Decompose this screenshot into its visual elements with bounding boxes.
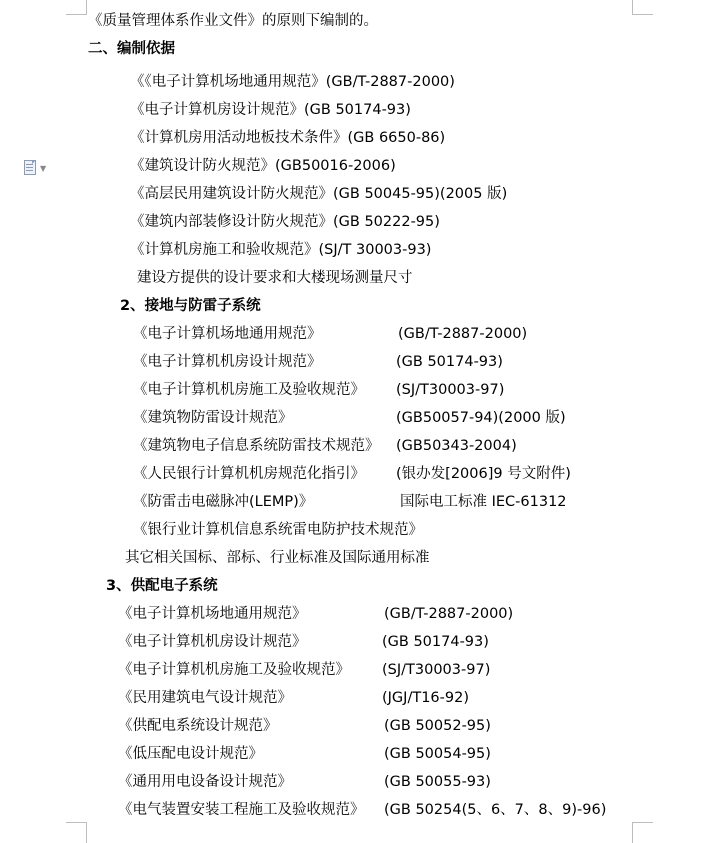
- standard-code: (GB/T-2887-2000): [384, 606, 514, 622]
- standard-code: (SJ/T30003-97): [382, 662, 491, 678]
- standard-code: (GB 50254(5、6、7、8、9)-96): [384, 802, 607, 818]
- standard-name: 《电子计算机机房施工及验收规范》: [118, 662, 350, 678]
- page-corner-mark: [632, 822, 653, 843]
- standard-code: (GB 50055-93): [384, 774, 491, 790]
- subsection-heading: 2、接地与防雷子系统: [120, 298, 261, 314]
- standard-name: 《建筑物防雷设计规范》: [133, 410, 293, 426]
- standard-code: (GB 50052-95): [384, 718, 491, 734]
- standard-code: (GB50343-2004): [396, 438, 517, 454]
- page-corner-mark: [632, 0, 653, 15]
- list-item: 《建筑内部装修设计防火规范》(GB 50222-95): [130, 214, 440, 230]
- standard-name: 《电子计算机场地通用规范》: [133, 326, 322, 342]
- subsection-heading: 3、供配电子系统: [106, 578, 218, 594]
- list-item: 《高层民用建筑设计防火规范》(GB 50045-95)(2005 版): [130, 186, 508, 202]
- standard-name: 《人民银行计算机机房规范化指引》: [133, 466, 365, 482]
- intro-line: 《质量管理体系作业文件》的原则下编制的。: [88, 13, 378, 29]
- standard-code: (银办发[2006]9 号文附件): [396, 466, 571, 482]
- standard-code: (GB/T-2887-2000): [398, 326, 528, 342]
- standard-name: 《电子计算机机房设计规范》: [133, 354, 322, 370]
- standard-name: 《供配电系统设计规范》: [118, 718, 278, 734]
- standard-name: 《电子计算机场地通用规范》: [118, 606, 307, 622]
- standard-code: (JGJ/T16-92): [382, 690, 469, 706]
- list-item: 《计算机房用活动地板技术条件》(GB 6650-86): [130, 130, 446, 146]
- chevron-down-icon[interactable]: ▼: [40, 164, 47, 173]
- list-item: 《计算机房施工和验收规范》(SJ/T 30003-93): [130, 242, 432, 258]
- standard-name: 《电气装置安装工程施工及验收规范》: [118, 802, 365, 818]
- standard-code: (GB 50174-93): [382, 634, 489, 650]
- standard-code: (GB 50054-95): [384, 746, 491, 762]
- list-item: 《《电子计算机场地通用规范》(GB/T-2887-2000): [130, 74, 455, 90]
- list-item: 建设方提供的设计要求和大楼现场测量尺寸: [137, 270, 413, 286]
- standard-name: 《民用建筑电气设计规范》: [118, 690, 292, 706]
- standard-name: 《通用用电设备设计规范》: [118, 774, 292, 790]
- standard-name: 《低压配电设计规范》: [118, 746, 263, 762]
- standard-name: 《电子计算机机房施工及验收规范》: [133, 382, 365, 398]
- list-item: 《建筑设计防火规范》(GB50016-2006): [130, 158, 396, 174]
- standard-code: (GB50057-94)(2000 版): [396, 410, 566, 426]
- standard-name: 《电子计算机机房设计规范》: [118, 634, 307, 650]
- standard-name: 《银行业计算机信息系统雷电防护技术规范》: [133, 522, 423, 538]
- paragraph-options-icon[interactable]: [24, 160, 36, 175]
- page-corner-mark: [66, 0, 87, 15]
- page-corner-mark: [66, 822, 87, 843]
- standard-code: 国际电工标准 IEC-61312: [400, 494, 567, 510]
- standard-code: (SJ/T30003-97): [396, 382, 505, 398]
- section-heading: 二、编制依据: [88, 41, 175, 57]
- list-item: 《电子计算机房设计规范》(GB 50174-93): [130, 102, 411, 118]
- standard-name: 《建筑物电子信息系统防雷技术规范》: [133, 438, 380, 454]
- other-standards-line: 其它相关国标、部标、行业标准及国际通用标准: [125, 550, 430, 566]
- standard-name: 《防雷击电磁脉冲(LEMP)》: [133, 494, 314, 510]
- standard-code: (GB 50174-93): [396, 354, 503, 370]
